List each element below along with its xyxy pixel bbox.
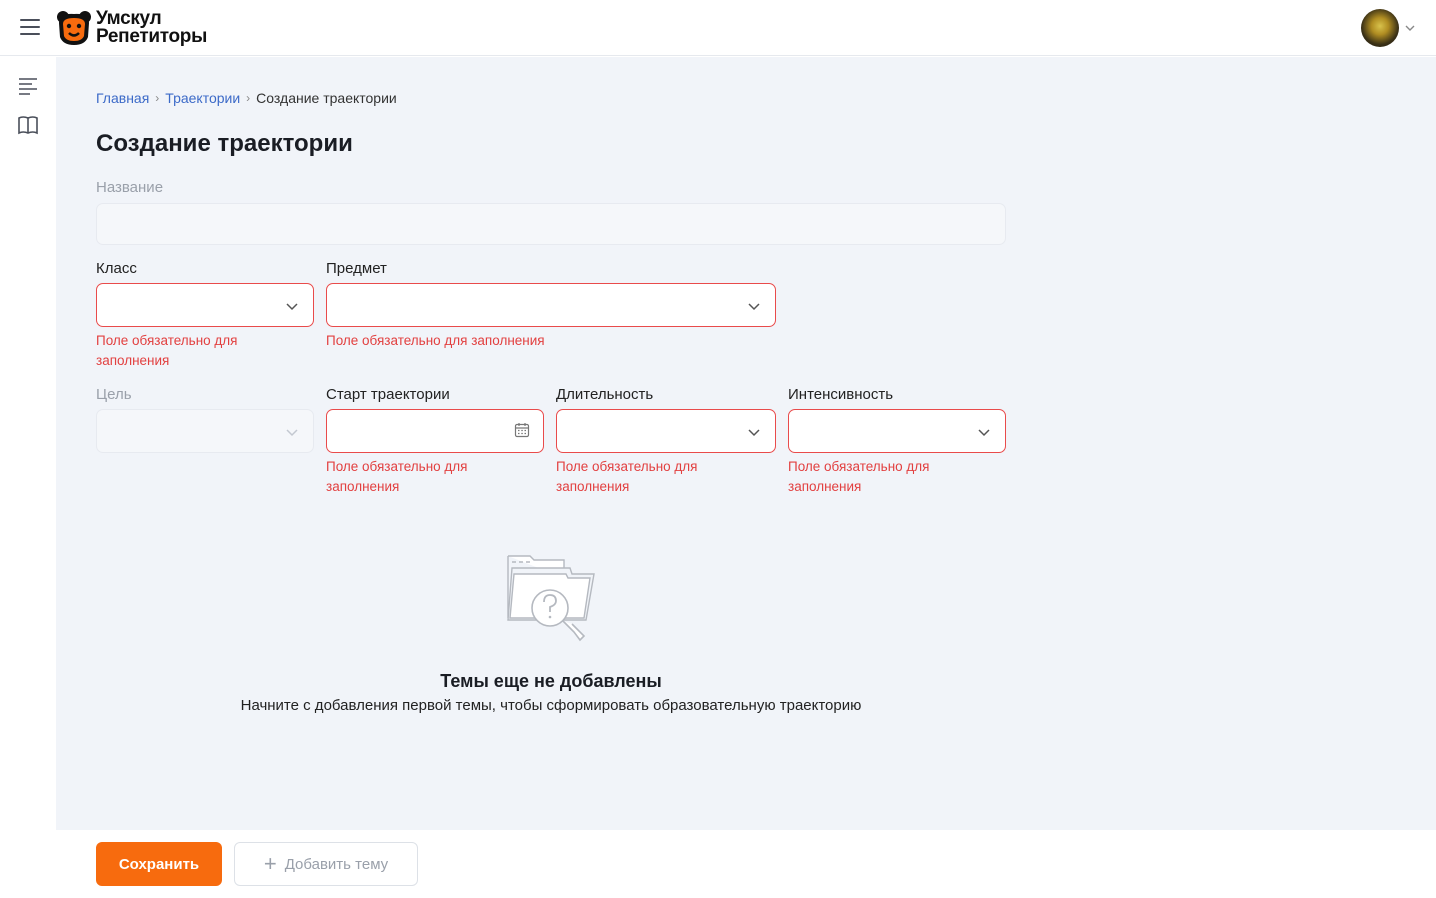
add-topic-button[interactable] (234, 842, 418, 886)
grade-label: Класс (96, 260, 137, 277)
name-label: Название (96, 179, 164, 196)
subject-error: Поле обязательно для заполнения (326, 333, 545, 348)
empty-state-title: Темы еще не добавлены (440, 671, 662, 691)
intensity-select[interactable] (788, 409, 1006, 453)
goal-select (96, 409, 314, 453)
grade-error: Поле обязательно для заполнения (96, 333, 238, 368)
chevron-down-icon (747, 299, 761, 313)
brand-line-1: Умскул (96, 8, 162, 29)
start-date-input[interactable] (326, 409, 544, 453)
chevron-down-icon[interactable] (1404, 22, 1416, 34)
chevron-right-icon: › (246, 91, 251, 105)
duration-select[interactable] (556, 409, 776, 453)
name-input[interactable] (96, 203, 1006, 245)
grade-select[interactable] (96, 283, 314, 327)
chevron-down-icon (747, 425, 761, 439)
intensity-error: Поле обязательно для заполнения (788, 459, 930, 494)
menu-icon[interactable] (20, 19, 40, 37)
breadcrumb (96, 90, 397, 106)
sidebar (0, 57, 56, 898)
chevron-right-icon: › (155, 91, 160, 105)
chevron-down-icon (977, 425, 991, 439)
duration-error: Поле обязательно для заполнения (556, 459, 698, 494)
avatar[interactable] (1361, 9, 1399, 47)
folder-search-icon (500, 548, 600, 648)
trajectories-list-icon[interactable] (17, 75, 39, 97)
brand-line-2: Репетиторы (96, 26, 208, 47)
page-title: Создание траектории (96, 130, 353, 157)
logo[interactable] (55, 9, 207, 47)
start-error: Поле обязательно для заполнения (326, 459, 468, 494)
subject-select[interactable] (326, 283, 776, 327)
goal-label: Цель (96, 386, 132, 403)
empty-state-subtitle: Начните с добавления первой темы, чтобы сформировать образовательную траекторию (240, 697, 862, 714)
intensity-label: Интенсивность (788, 386, 894, 403)
add-topic-label: Добавить тему (284, 855, 389, 873)
subject-label: Предмет (326, 260, 387, 277)
book-icon[interactable] (17, 114, 39, 136)
breadcrumb-current: Создание траектории (256, 90, 397, 106)
plus-icon: + (263, 851, 277, 876)
top-bar (0, 0, 1436, 56)
breadcrumb-trajectories[interactable]: Траектории (165, 90, 241, 106)
bear-logo-icon (55, 9, 93, 47)
chevron-down-icon (285, 299, 299, 313)
save-button[interactable]: Сохранить (96, 842, 222, 886)
duration-label: Длительность (556, 386, 654, 403)
calendar-icon[interactable] (514, 422, 530, 438)
breadcrumb-home[interactable]: Главная (96, 90, 150, 106)
start-label: Старт траектории (326, 386, 450, 403)
chevron-down-icon (285, 425, 299, 439)
